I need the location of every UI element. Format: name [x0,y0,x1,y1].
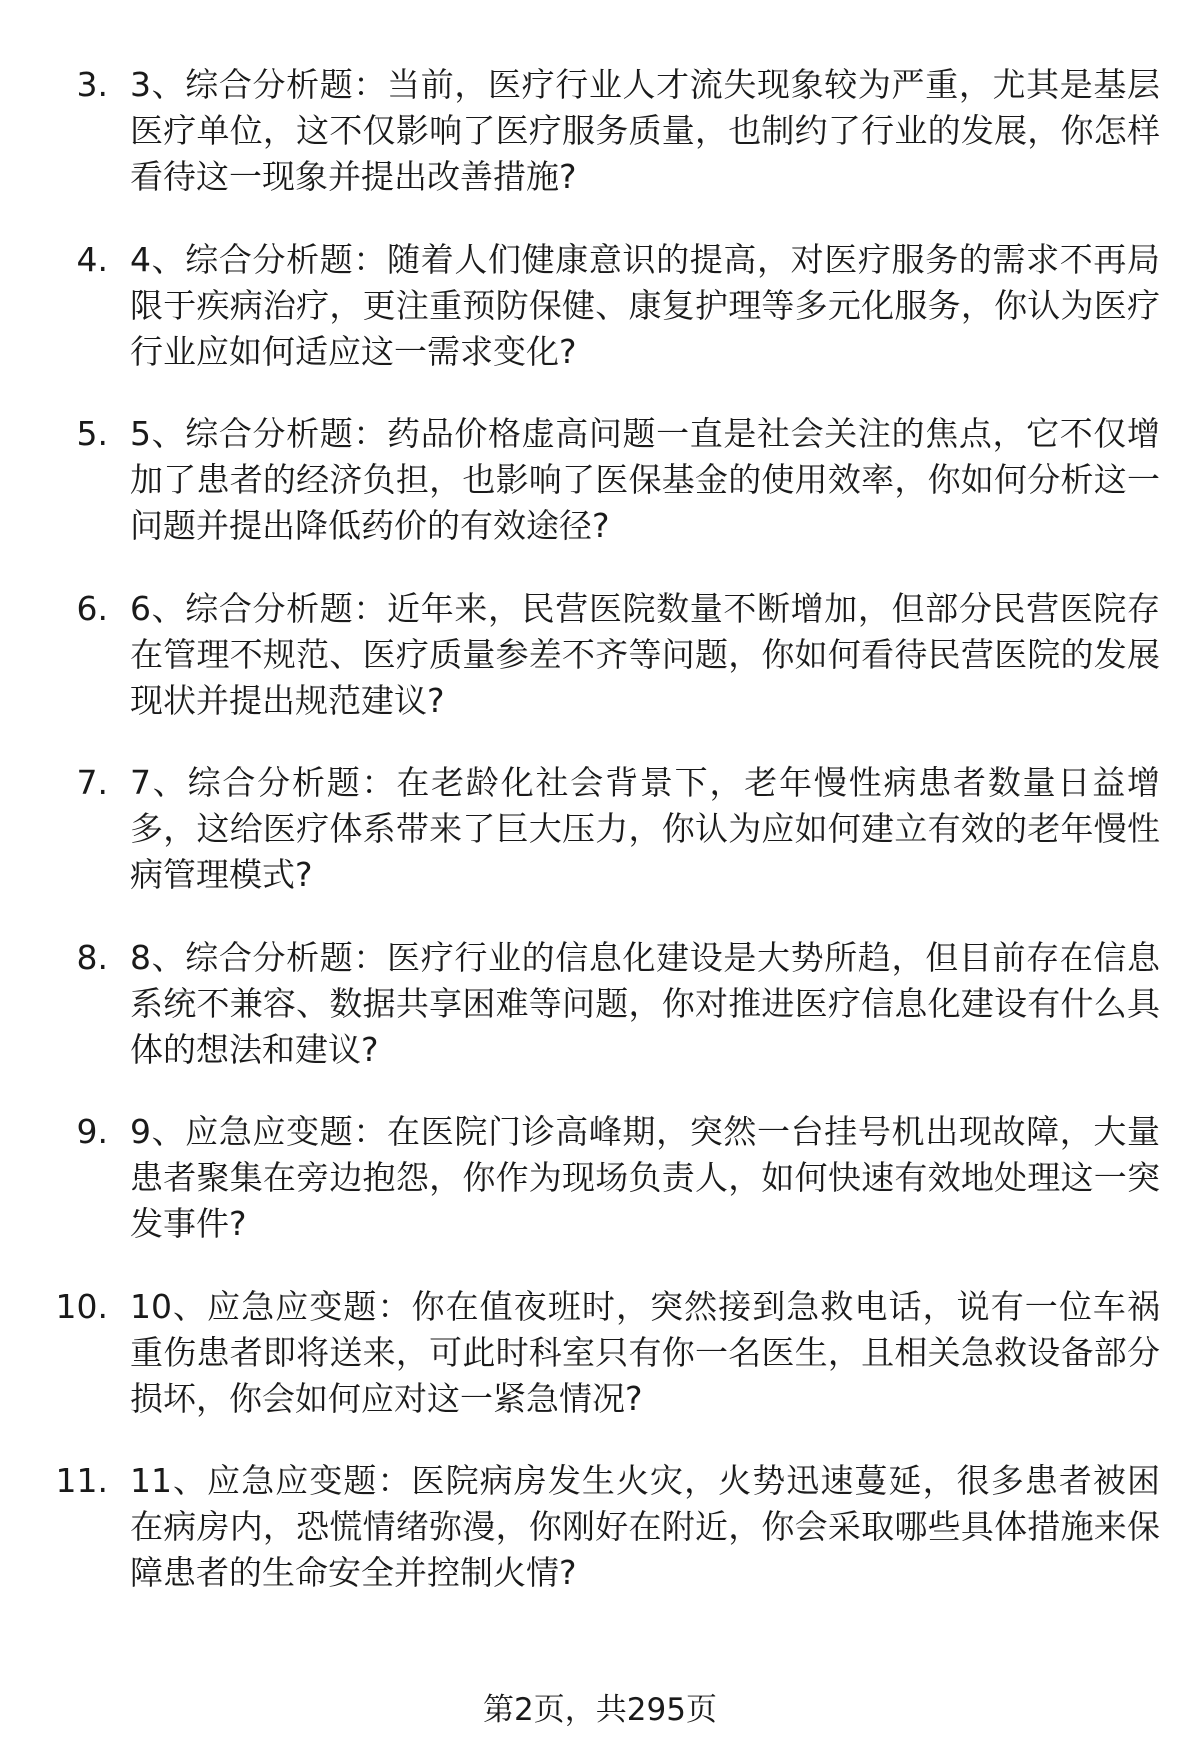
question-text: 4、综合分析题：随着人们健康意识的提高，对医疗服务的需求不再局限于疾病治疗，更注重预防保健、康复护理等多元化服务，你认为医疗行业应如何适应这一需求变化? [130,239,1160,371]
question-text: 11、应急应变题：医院病房发生火灾，火势迅速蔓延，很多患者被困在病房内，恐慌情绪弥漫，你刚好在附近，你会采取哪些具体措施来保障患者的生命安全并控制火情? [130,1461,1160,1592]
question-number: 7. [76,763,108,802]
question-text: 8、综合分析题：医疗行业的信息化建设是大势所趋，但目前存在信息系统不兼容、数据共享困难等问题，你对推进医疗信息化建设有什么具体的想法和建议? [130,937,1160,1069]
question-text: 3、综合分析题：当前，医疗行业人才流失现象较为严重，尤其是基层医疗单位，这不仅影响了医疗服务质量，也制约了行业的发展，你怎样看待这一现象并提出改善措施? [130,65,1160,196]
page-footer [0,1690,1200,1730]
question-item [0,1109,1200,1247]
question-item [0,411,1200,549]
question-item [0,1284,1200,1422]
question-number: 10. [55,1286,108,1326]
question-number: 6. [76,588,108,628]
question-item [0,760,1200,898]
question-number: 5. [76,414,108,453]
question-number: 3. [76,65,108,104]
question-text: 5、综合分析题：药品价格虚高问题一直是社会关注的焦点，它不仅增加了患者的经济负担，也影响了医保基金的使用效率，你如何分析这一问题并提出降低药价的有效途径? [130,414,1160,545]
question-item [0,237,1200,375]
question-item [0,1458,1200,1596]
question-text: 6、综合分析题：近年来，民营医院数量不断增加，但部分民营医院存在管理不规范、医疗质量参差不齐等问题，你如何看待民营医院的发展现状并提出规范建议? [130,588,1160,720]
question-list [0,62,1200,1633]
question-number: 8. [76,937,108,977]
question-number: 11. [55,1461,108,1500]
question-item [0,935,1200,1073]
question-text: 9、应急应变题：在医院门诊高峰期，突然一台挂号机出现故障，大量患者聚集在旁边抱怨，你作为现场负责人，如何快速有效地处理这一突发事件? [130,1112,1160,1243]
question-number: 4. [76,239,108,279]
question-text: 7、综合分析题：在老龄化社会背景下，老年慢性病患者数量日益增多，这给医疗体系带来了巨大压力，你认为应如何建立有效的老年慢性病管理模式? [130,763,1160,894]
page-number-label: 第2页，共295页 [483,1692,717,1728]
question-text: 10、应急应变题：你在值夜班时，突然接到急救电话，说有一位车祸重伤患者即将送来，可此时科室只有你一名医生，且相关急救设备部分损坏，你会如何应对这一紧急情况? [130,1286,1160,1418]
question-number: 9. [76,1112,108,1151]
question-item [0,586,1200,724]
question-item [0,62,1200,200]
